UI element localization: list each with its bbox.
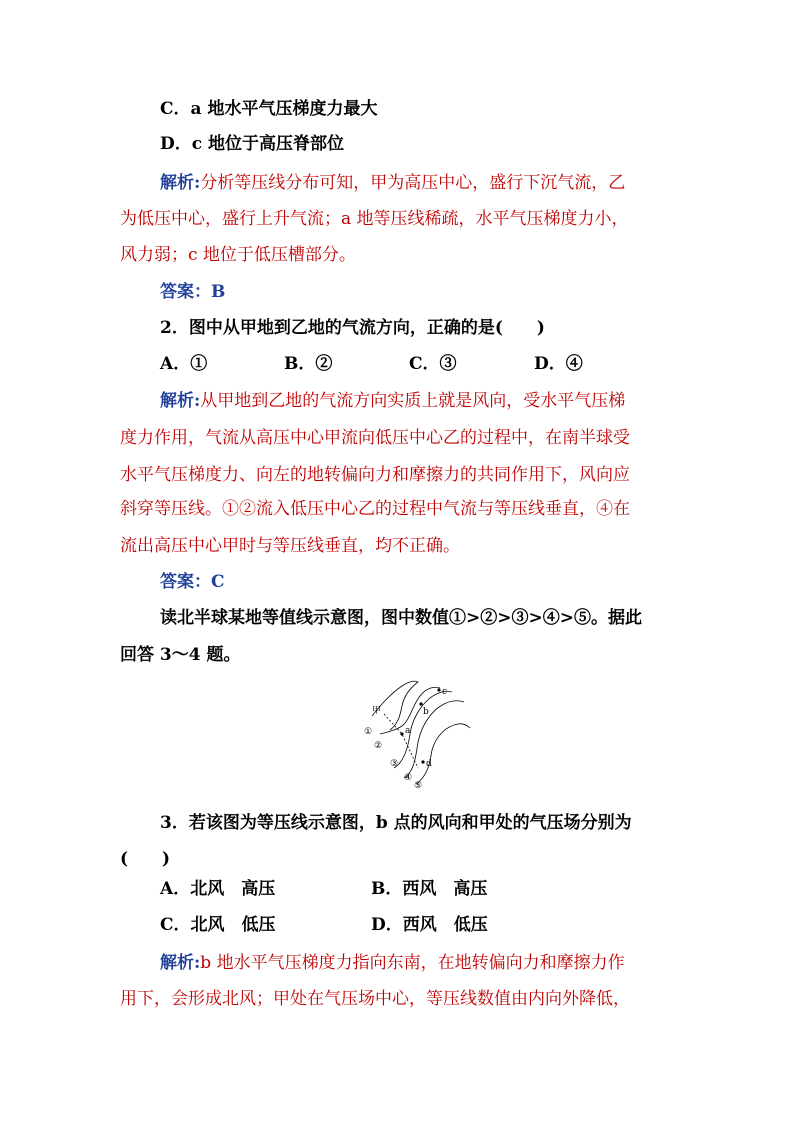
q2-option-c: C．③ — [409, 354, 457, 374]
q2-option-d: D．④ — [534, 354, 583, 374]
isoline-4 — [404, 701, 464, 778]
point-a — [400, 732, 403, 735]
q1-analysis-line-1: 解析:分析等压线分布可知，甲为高压中心，盛行下沉气流，乙 — [160, 173, 626, 193]
q3-option-b: B．西风 高压 — [371, 879, 488, 899]
q3-option-c: C．北风 低压 — [160, 915, 276, 935]
label-3: ③ — [390, 759, 399, 769]
q1-option-c: C．a 地水平气压梯度力最大 — [160, 99, 378, 119]
q2-stem: 2．图中从甲地到乙地的气流方向，正确的是( ) — [160, 318, 545, 338]
label-a: a — [405, 726, 411, 736]
q1-option-d: D．c 地位于高压脊部位 — [160, 134, 345, 154]
analysis-label: 解析 — [160, 953, 194, 973]
label-b: b — [423, 707, 429, 717]
q3-analysis-line-2: 用下，会形成北风；甲处在气压场中心，等压线数值由内向外降低， — [120, 989, 630, 1009]
answer-label: 答案 — [160, 572, 194, 592]
analysis-label: 解析 — [160, 391, 194, 411]
intro-line-2: 回答 3～4 题。 — [120, 645, 241, 665]
point-c — [437, 688, 440, 691]
answer-value: B — [211, 282, 226, 302]
answer-label: 答案 — [160, 282, 194, 302]
intro-line-1: 读北半球某地等值线示意图，图中数值①>②>③>④>⑤。据此 — [160, 608, 642, 628]
q3-stem-line-1: 3．若该图为等压线示意图，b 点的风向和甲处的气压场分别为 — [160, 813, 632, 833]
q2-analysis-line-4: 斜穿等压线。①②流入低压中心乙的过程中气流与等压线垂直，④在 — [120, 499, 630, 519]
isoline-diagram-svg — [360, 676, 470, 794]
q1-analysis-line-3: 风力弱；c 地位于低压槽部分。 — [120, 245, 356, 265]
analysis-text: 分析等压线分布可知，甲为高压中心，盛行下沉气流，乙 — [200, 173, 626, 193]
label-1: ① — [364, 727, 373, 737]
q2-analysis-line-5: 流出高压中心甲时与等压线垂直，均不正确。 — [120, 536, 460, 556]
q2-analysis-line-1: 解析:从甲地到乙地的气流方向实质上就是风向，受水平气压梯 — [160, 391, 626, 411]
label-2: ② — [374, 741, 383, 751]
q3-option-d: D．西风 低压 — [371, 915, 488, 935]
label-5: ⑤ — [414, 781, 423, 791]
analysis-label: 解析 — [160, 173, 194, 193]
isoline-5 — [416, 724, 470, 784]
point-d — [421, 760, 424, 763]
label-c: c — [442, 687, 448, 697]
q2-analysis-line-3: 水平气压梯度力、向左的地转偏向力和摩擦力的共同作用下，风向应 — [120, 465, 630, 485]
label-jia: 甲 — [372, 706, 382, 716]
q1-analysis-line-2: 为低压中心，盛行上升气流；a 地等压线稀疏，水平气压梯度力小， — [120, 209, 629, 229]
q3-stem-line-2: ( ) — [120, 849, 171, 869]
label-4: ④ — [404, 773, 413, 783]
q1-answer: 答案：B — [160, 282, 226, 302]
q2-option-a: A．① — [160, 354, 208, 374]
label-d: d — [426, 759, 432, 769]
q3-analysis-line-1: 解析:b 地水平气压梯度力指向东南，在地转偏向力和摩擦力作 — [160, 953, 625, 973]
analysis-text: b 地水平气压梯度力指向东南，在地转偏向力和摩擦力作 — [200, 953, 625, 973]
q3-option-a: A．北风 高压 — [160, 879, 276, 899]
analysis-text: 从甲地到乙地的气流方向实质上就是风向，受水平气压梯 — [200, 391, 626, 411]
q2-analysis-line-2: 度力作用，气流从高压中心甲流向低压中心乙的过程中，在南半球受 — [120, 428, 630, 448]
point-b — [419, 702, 422, 705]
answer-value: C — [211, 572, 225, 592]
q2-option-b: B．② — [284, 354, 333, 374]
isoline-diagram — [360, 676, 470, 794]
q2-answer: 答案：C — [160, 572, 225, 592]
